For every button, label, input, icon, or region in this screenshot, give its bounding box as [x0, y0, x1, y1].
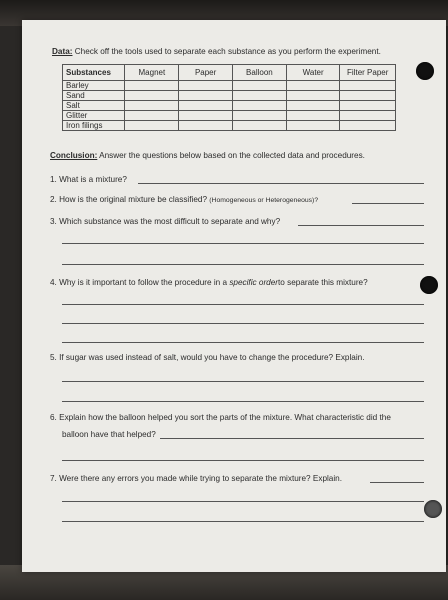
checkbox-cell[interactable] — [125, 111, 179, 121]
checkbox-cell[interactable] — [179, 111, 233, 121]
answer-line-q3a[interactable] — [298, 225, 424, 226]
col-header-paper: Paper — [179, 65, 233, 81]
data-instruction: Check off the tools used to separate each substance as you perform the experiment. — [74, 47, 381, 56]
question-3: 3. Which substance was the most difficult to separate and why? — [50, 217, 281, 226]
checkbox-cell[interactable] — [340, 121, 396, 131]
table-row — [63, 81, 396, 91]
checkbox-cell[interactable] — [179, 101, 233, 111]
col-header-filter-paper: Filter Paper — [340, 65, 396, 81]
answer-line-q4a[interactable] — [62, 304, 424, 305]
checkbox-cell[interactable] — [179, 81, 233, 91]
col-header-substances: Substances — [63, 65, 125, 81]
conclusion-heading-line — [50, 151, 365, 160]
checkbox-cell[interactable] — [125, 101, 179, 111]
answer-line-q7b[interactable] — [62, 501, 424, 502]
table-row — [63, 111, 396, 121]
question-4-text-start: 4. Why is it important to follow the procedure in a — [50, 278, 228, 287]
conclusion-heading: Conclusion: — [50, 151, 98, 160]
checkbox-cell[interactable] — [286, 91, 340, 101]
row-label-glitter: Glitter — [63, 111, 125, 121]
checkbox-cell[interactable] — [232, 81, 286, 91]
checkbox-cell[interactable] — [232, 91, 286, 101]
answer-line-q6a[interactable] — [160, 438, 424, 439]
answer-line-q3b[interactable] — [62, 243, 424, 244]
answer-line-q4c[interactable] — [62, 342, 424, 343]
punch-hole-top — [416, 62, 434, 80]
checkbox-cell[interactable] — [125, 121, 179, 131]
question-4-text-end: to separate this mixture? — [278, 278, 368, 287]
checkbox-cell[interactable] — [286, 81, 340, 91]
data-heading: Data: — [52, 47, 73, 56]
row-label-salt: Salt — [63, 101, 125, 111]
question-7: 7. Were there any errors you made while trying to separate the mixture? Explain. — [50, 474, 343, 483]
checkbox-cell[interactable] — [232, 101, 286, 111]
punch-hole-middle — [420, 276, 438, 294]
question-2-text: 2. How is the original mixture be classified? — [50, 195, 207, 204]
answer-line-q3c[interactable] — [62, 264, 424, 265]
checkbox-cell[interactable] — [286, 111, 340, 121]
question-1: 1. What is a mixture? — [50, 175, 127, 184]
answer-line-q2[interactable] — [352, 203, 424, 204]
table-row — [63, 91, 396, 101]
question-4 — [50, 278, 368, 287]
data-heading-line — [52, 47, 381, 56]
checkbox-cell[interactable] — [340, 91, 396, 101]
checkbox-cell[interactable] — [286, 121, 340, 131]
col-header-water: Water — [286, 65, 340, 81]
checkbox-cell[interactable] — [125, 81, 179, 91]
question-2-hint: (Homogeneous or Heterogeneous)? — [209, 197, 319, 204]
question-6-line-1: 6. Explain how the balloon helped you sort the parts of the mixture. What characteristic did the — [50, 413, 391, 422]
answer-line-q7c[interactable] — [62, 521, 424, 522]
answer-line-q5b[interactable] — [62, 401, 424, 402]
answer-line-q4b[interactable] — [62, 323, 424, 324]
answer-line-q5a[interactable] — [62, 381, 424, 382]
checkbox-cell[interactable] — [125, 91, 179, 101]
table-header-row — [63, 65, 396, 81]
col-header-magnet: Magnet — [125, 65, 179, 81]
checkbox-cell[interactable] — [286, 101, 340, 111]
row-label-barley: Barley — [63, 81, 125, 91]
checkbox-cell[interactable] — [179, 121, 233, 131]
checkbox-cell[interactable] — [179, 91, 233, 101]
col-header-balloon: Balloon — [232, 65, 286, 81]
checkbox-cell[interactable] — [340, 101, 396, 111]
row-label-iron-filings: Iron filings — [63, 121, 125, 131]
checkbox-cell[interactable] — [340, 111, 396, 121]
punch-hole-bottom — [424, 500, 442, 518]
question-4-emphasis: specific order — [229, 278, 279, 287]
checkbox-cell[interactable] — [340, 81, 396, 91]
conclusion-instruction: Answer the questions below based on the collected data and procedures. — [99, 151, 365, 160]
question-2 — [50, 195, 318, 204]
table-row — [63, 101, 396, 111]
question-6-line-2: balloon have that helped? — [62, 430, 156, 439]
answer-line-q1[interactable] — [138, 183, 424, 184]
table-row — [63, 121, 396, 131]
answer-line-q6b[interactable] — [62, 460, 424, 461]
row-label-sand: Sand — [63, 91, 125, 101]
answer-line-q7a[interactable] — [370, 482, 424, 483]
substance-table — [62, 64, 396, 131]
checkbox-cell[interactable] — [232, 111, 286, 121]
question-5: 5. If sugar was used instead of salt, would you have to change the procedure? Explain. — [50, 353, 365, 362]
checkbox-cell[interactable] — [232, 121, 286, 131]
